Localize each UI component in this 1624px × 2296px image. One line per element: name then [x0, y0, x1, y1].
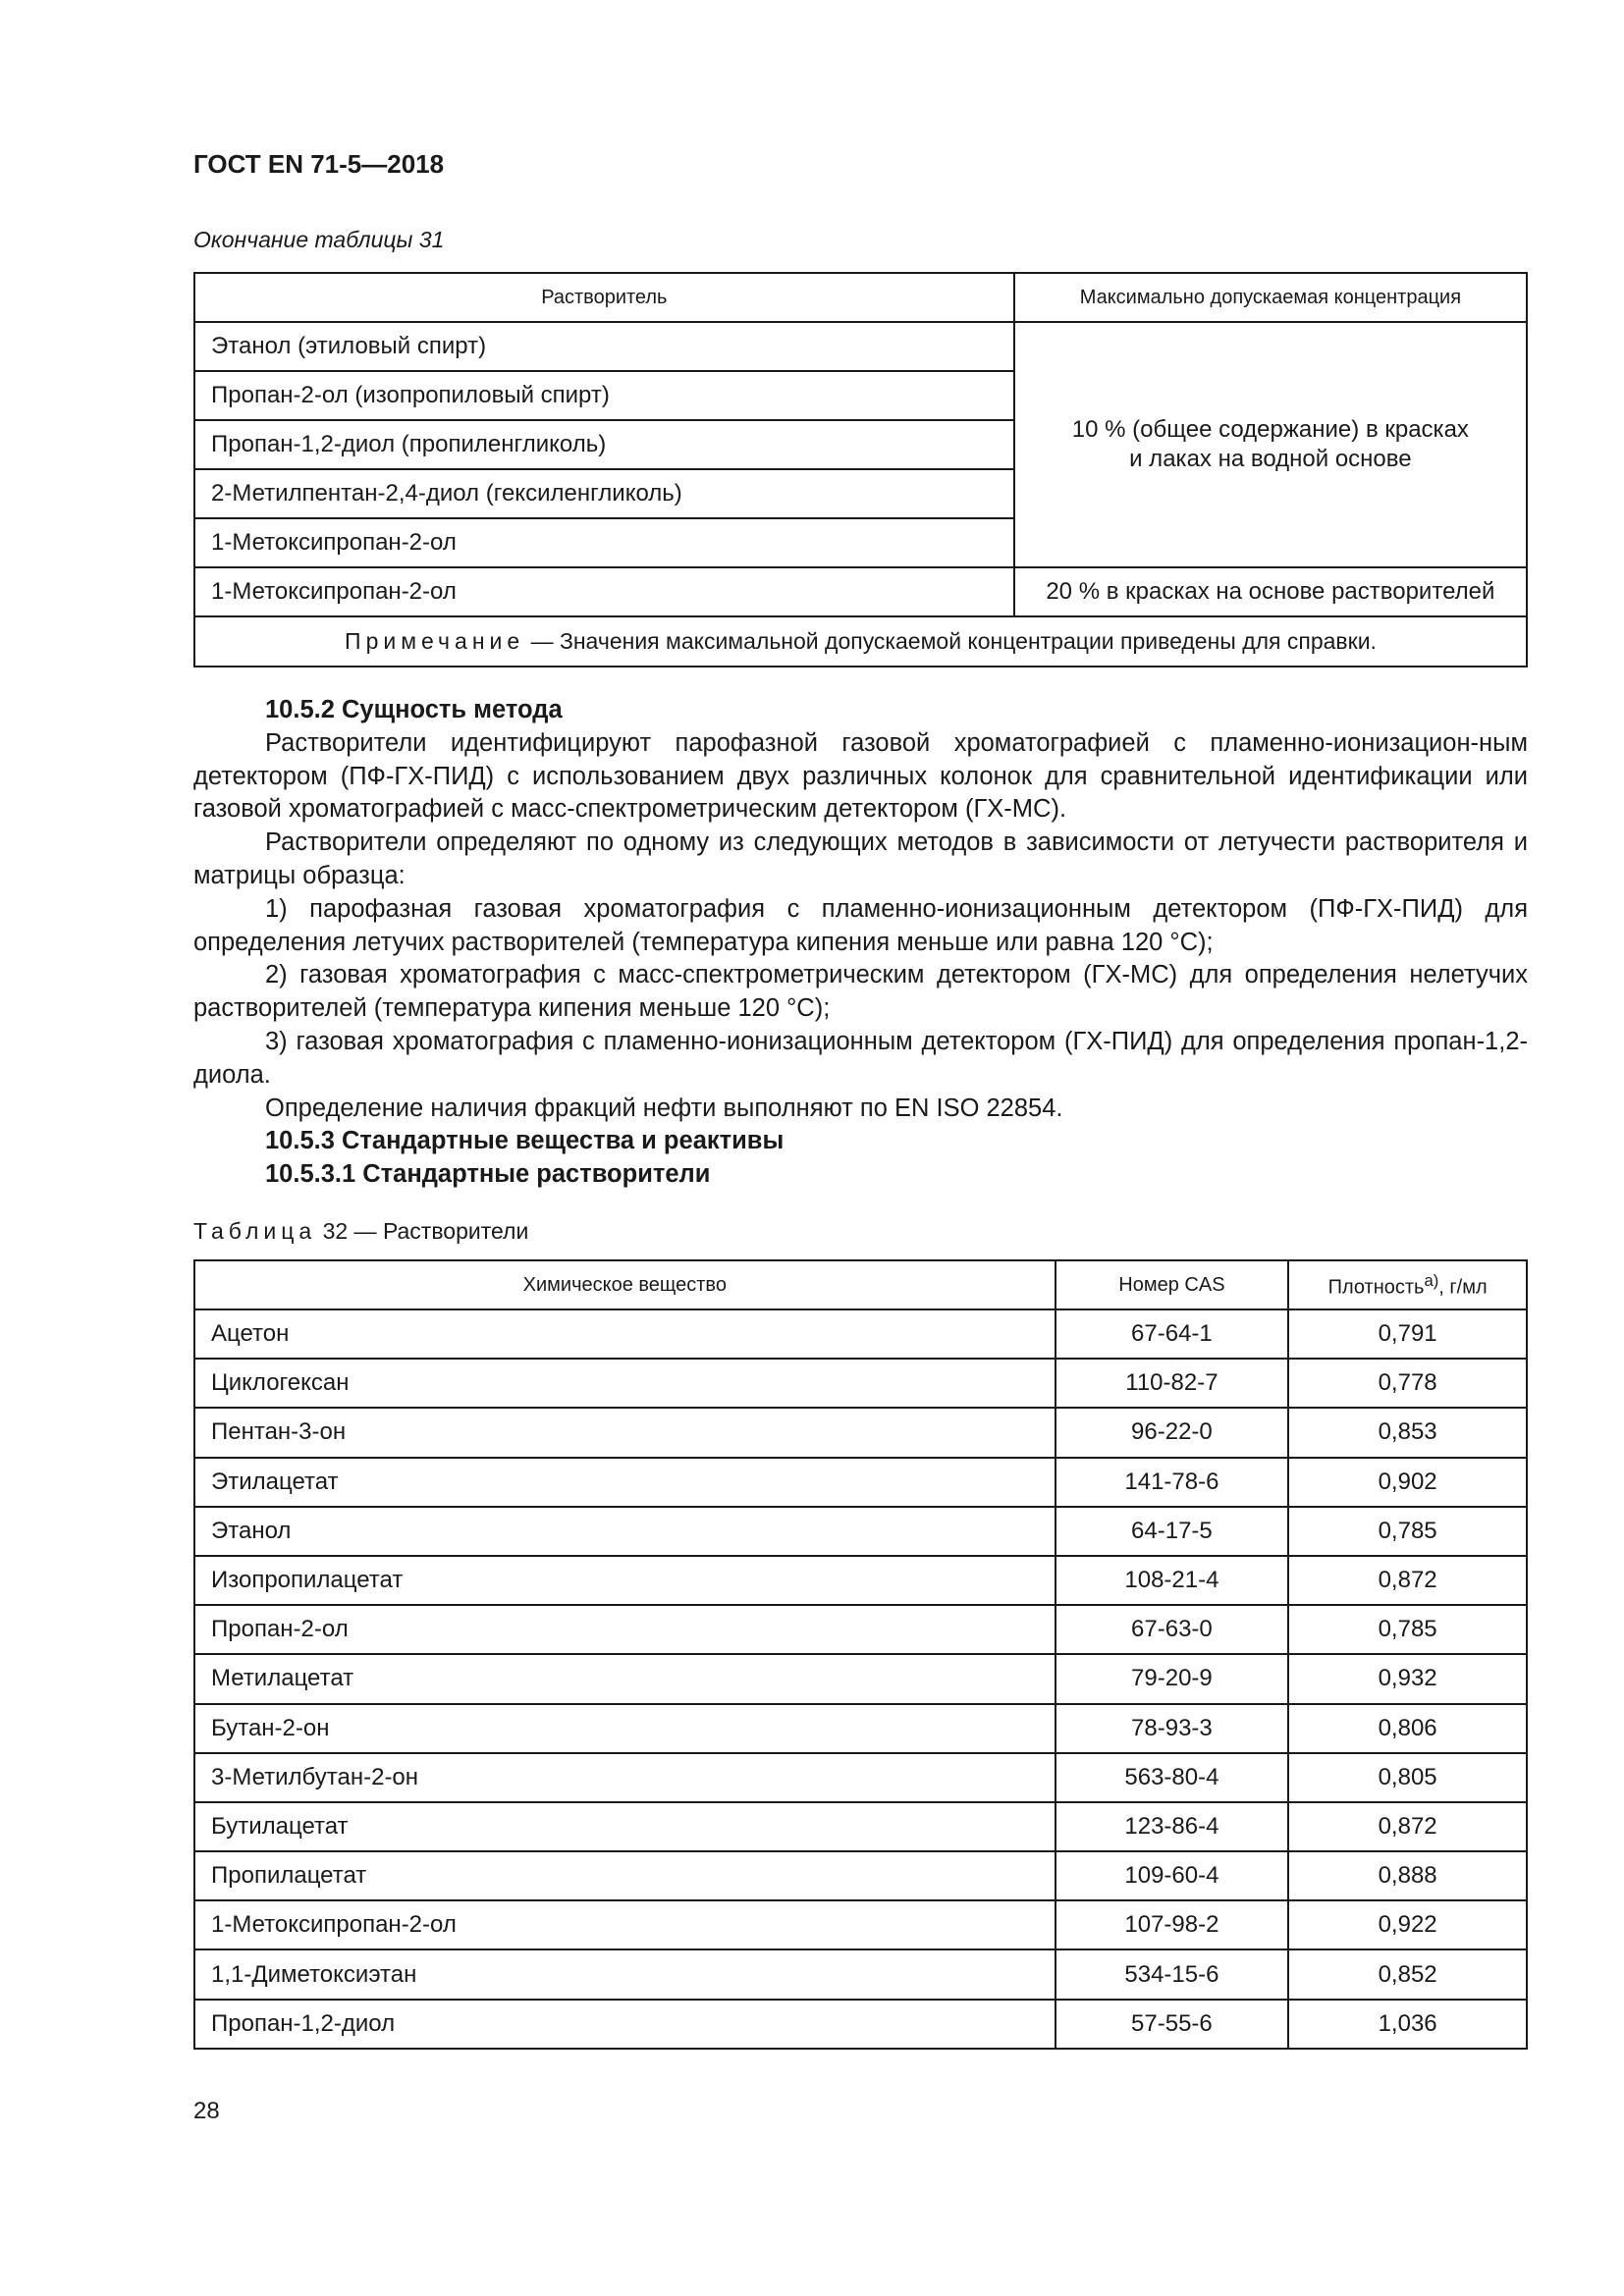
note-label: Примечание	[345, 628, 525, 654]
table32-header-row	[194, 1260, 1527, 1309]
paragraph: 1) парофазная газовая хроматография с пламенно-ионизационным детектором (ПФ-ГХ-ПИД) для определения летучих растворителей (температура кипения меньше или равна 120 °С);	[193, 894, 1528, 956]
table-row	[194, 322, 1527, 371]
cas-cell: 107-98-2	[1056, 1900, 1289, 1949]
table-row	[194, 1309, 1527, 1359]
substance-cell: Изопропилацетат	[194, 1556, 1056, 1605]
density-label: Плотность	[1327, 1276, 1425, 1299]
substance-cell: 1-Метоксипропан-2-ол	[194, 1900, 1056, 1949]
density-cell: 0,778	[1288, 1359, 1527, 1408]
table32-header-substance: Химическое вещество	[194, 1260, 1056, 1309]
density-cell: 0,805	[1288, 1753, 1527, 1802]
density-cell: 0,872	[1288, 1802, 1527, 1851]
table31-solvent-cell: 2-Метилпентан-2,4-диол (гексиленгликоль)	[194, 469, 1014, 518]
table31-note-row	[194, 616, 1527, 667]
cas-cell: 79-20-9	[1056, 1654, 1289, 1703]
paragraph: Растворители определяют по одному из следующих методов в зависимости от летучести растворителя и матрицы образца:	[193, 828, 1528, 889]
document-code-header: ГОСТ EN 71-5—2018	[193, 149, 445, 179]
cas-cell: 67-63-0	[1056, 1605, 1289, 1654]
cas-cell: 534-15-6	[1056, 1949, 1289, 1999]
table-row	[194, 1359, 1527, 1408]
substance-cell: Пропан-1,2-диол	[194, 2000, 1056, 2049]
footnote-marker: а)	[1424, 1270, 1439, 1290]
table-row	[194, 2000, 1527, 2049]
table31-header-solvent: Растворитель	[194, 273, 1014, 322]
table-31	[193, 272, 1528, 667]
paragraph: Определение наличия фракций нефти выполняют по EN ISO 22854.	[265, 1094, 1063, 1122]
density-cell: 0,872	[1288, 1556, 1527, 1605]
table31-header-row	[194, 273, 1527, 322]
cas-cell: 110-82-7	[1056, 1359, 1289, 1408]
substance-cell: Бутан-2-он	[194, 1704, 1056, 1753]
table32-header-density	[1288, 1260, 1527, 1309]
cas-cell: 57-55-6	[1056, 2000, 1289, 2049]
substance-cell: Пентан-3-он	[194, 1408, 1056, 1457]
density-cell: 0,902	[1288, 1458, 1527, 1507]
density-cell: 0,922	[1288, 1900, 1527, 1949]
table32-body	[194, 1309, 1527, 2049]
table-row	[194, 1753, 1527, 1802]
substance-cell: Метилацетат	[194, 1654, 1056, 1703]
density-cell: 0,852	[1288, 1949, 1527, 1999]
table-row	[194, 1949, 1527, 1999]
substance-cell: Пропан-2-ол	[194, 1605, 1056, 1654]
paragraph: 2) газовая хроматография с масс-спектрометрическим детектором (ГХ-МС) для определения нелетучих растворителей (температура кипения меньше 120 °С);	[193, 961, 1528, 1023]
cas-cell: 96-22-0	[1056, 1408, 1289, 1457]
substance-cell: 1,1-Диметоксиэтан	[194, 1949, 1056, 1999]
paragraph: Растворители идентифицируют парофазной газовой хроматографией с пламенно-ионизацион-ным детектором (ПФ-ГХ-ПИД) с использованием двух различных колонок для сравнительной идентификации или газовой хроматографией с масс-спектрометрическим детектором (ГХ-МС).	[193, 728, 1528, 824]
table-32	[193, 1259, 1528, 2050]
density-cell: 1,036	[1288, 2000, 1527, 2049]
heading-10-5-2: 10.5.2 Сущность метода	[265, 696, 563, 723]
cas-cell: 141-78-6	[1056, 1458, 1289, 1507]
table32-caption-label: Таблица	[193, 1218, 317, 1244]
table-row	[194, 1507, 1527, 1556]
cas-cell: 563-80-4	[1056, 1753, 1289, 1802]
table-row	[194, 1704, 1527, 1753]
table31-solvent-cell: 1-Метоксипропан-2-ол	[194, 567, 1014, 616]
heading-10-5-3: 10.5.3 Стандартные вещества и реактивы	[265, 1127, 785, 1155]
table31-solvent-cell: 1-Метоксипропан-2-ол	[194, 518, 1014, 567]
table-row	[194, 1458, 1527, 1507]
note-text: — Значения максимальной допускаемой концентрации приведены для справки.	[524, 628, 1377, 654]
table31-solvent-cell: Пропан-1,2-диол (пропиленгликоль)	[194, 420, 1014, 469]
substance-cell: Ацетон	[194, 1309, 1056, 1359]
table-row	[194, 1605, 1527, 1654]
concentration-line: и лаках на водной основе	[1129, 446, 1412, 472]
density-cell: 0,785	[1288, 1507, 1527, 1556]
density-cell: 0,888	[1288, 1851, 1527, 1900]
table31-note	[194, 616, 1527, 667]
table-row	[194, 1654, 1527, 1703]
substance-cell: Циклогексан	[194, 1359, 1056, 1408]
cas-cell: 67-64-1	[1056, 1309, 1289, 1359]
table31-concentration-cell: 20 % в красках на основе растворителей	[1014, 567, 1527, 616]
substance-cell: Пропилацетат	[194, 1851, 1056, 1900]
density-cell: 0,853	[1288, 1408, 1527, 1457]
table-row	[194, 1556, 1527, 1605]
table31-concentration-group-cell	[1014, 322, 1527, 567]
table31-solvent-cell: Этанол (этиловый спирт)	[194, 322, 1014, 371]
substance-cell: 3-Метилбутан-2-он	[194, 1753, 1056, 1802]
table31-solvent-cell: Пропан-2-ол (изопропиловый спирт)	[194, 371, 1014, 420]
page-number: 28	[193, 2098, 220, 2124]
table32-caption	[193, 1218, 528, 1245]
cas-cell: 123-86-4	[1056, 1802, 1289, 1851]
table-row	[194, 1851, 1527, 1900]
table-row	[194, 1802, 1527, 1851]
table31-header-concentration: Максимально допускаемая концентрация	[1014, 273, 1527, 322]
substance-cell: Этилацетат	[194, 1458, 1056, 1507]
density-cell: 0,785	[1288, 1605, 1527, 1654]
section-body	[193, 694, 1528, 1192]
density-cell: 0,932	[1288, 1654, 1527, 1703]
table31-caption: Окончание таблицы 31	[193, 227, 445, 252]
density-cell: 0,791	[1288, 1309, 1527, 1359]
substance-cell: Бутилацетат	[194, 1802, 1056, 1851]
density-cell: 0,806	[1288, 1704, 1527, 1753]
cas-cell: 109-60-4	[1056, 1851, 1289, 1900]
substance-cell: Этанол	[194, 1507, 1056, 1556]
table-row	[194, 1408, 1527, 1457]
cas-cell: 64-17-5	[1056, 1507, 1289, 1556]
table-row	[194, 567, 1527, 616]
density-unit: , г/мл	[1438, 1276, 1488, 1299]
cas-cell: 108-21-4	[1056, 1556, 1289, 1605]
heading-10-5-3-1: 10.5.3.1 Стандартные растворители	[265, 1160, 711, 1189]
table32-caption-text: 32 — Растворители	[316, 1218, 529, 1244]
concentration-line: 10 % (общее содержание) в красках	[1071, 416, 1469, 443]
table-row	[194, 1900, 1527, 1949]
cas-cell: 78-93-3	[1056, 1704, 1289, 1753]
paragraph: 3) газовая хроматография с пламенно-ионизационным детектором (ГХ-ПИД) для определения пропан-1,2-диола.	[193, 1027, 1528, 1089]
table32-header-cas: Номер CAS	[1056, 1260, 1289, 1309]
